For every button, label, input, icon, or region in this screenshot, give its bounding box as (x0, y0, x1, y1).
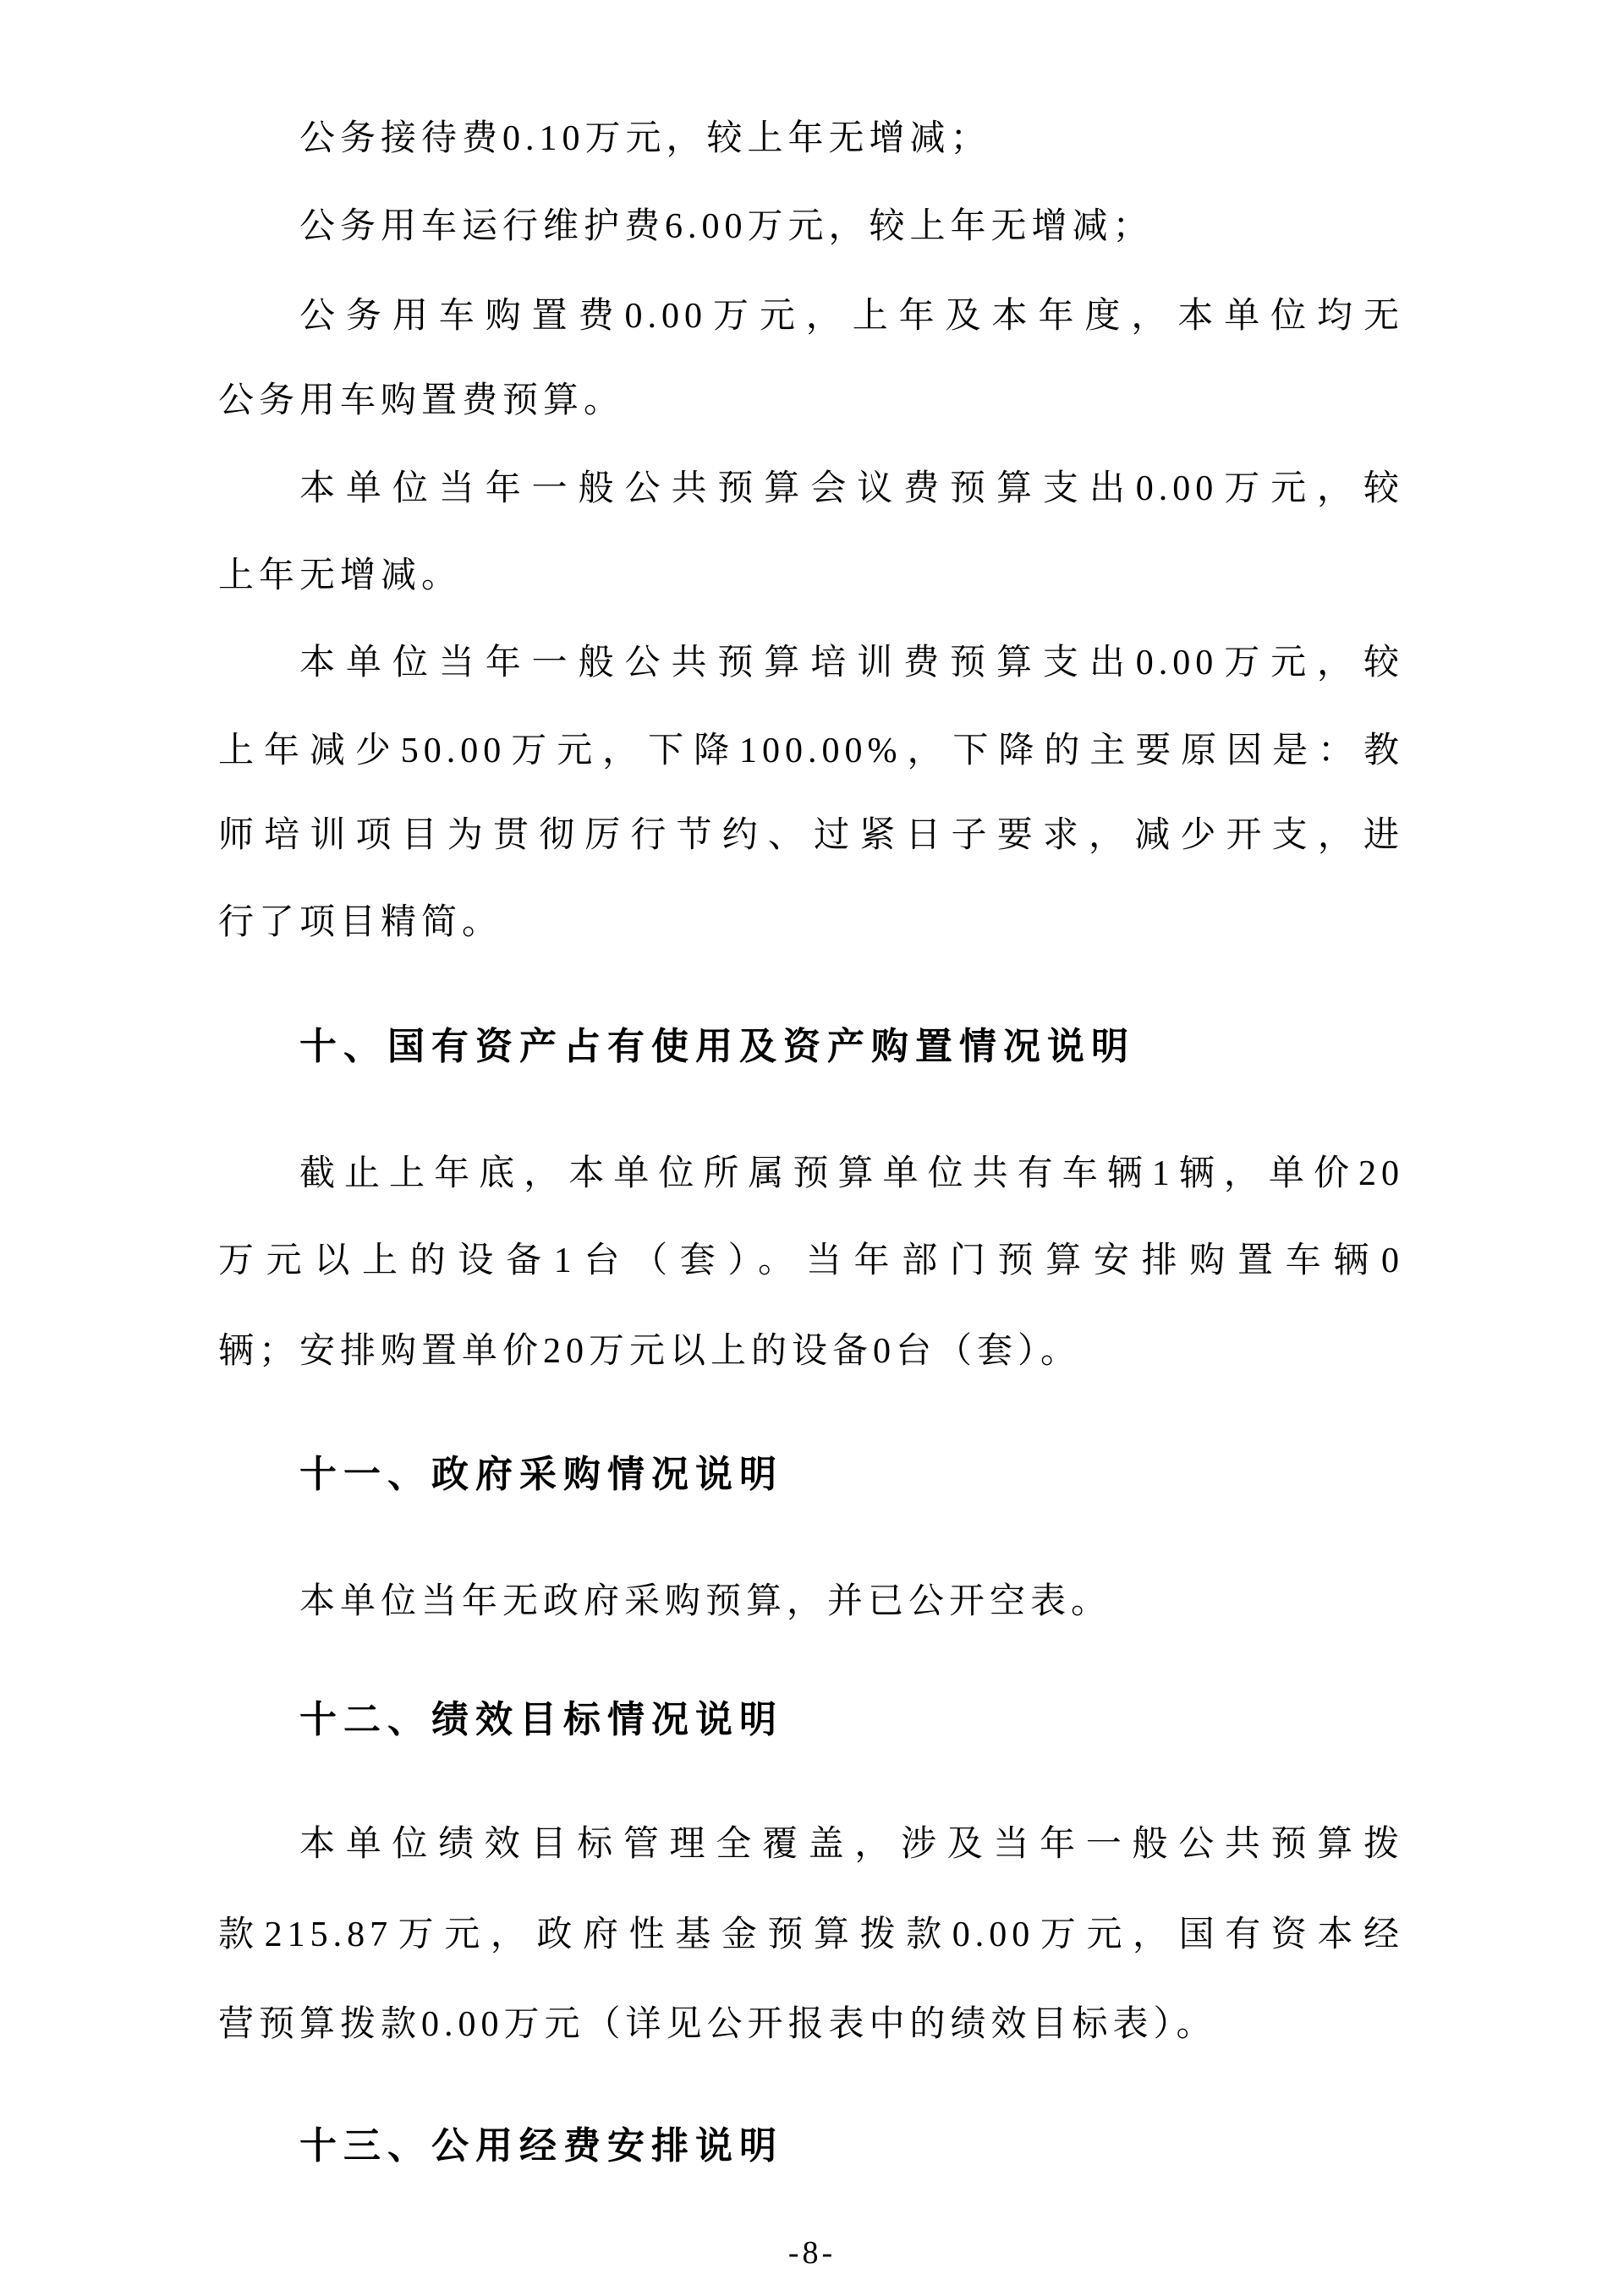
line-performance-target-1: 本单位绩效目标管理全覆盖，涉及当年一般公共预算拨 (299, 1825, 1404, 1864)
line-state-assets-1: 截止上年底，本单位所属预算单位共有车辆1辆，单价20 (299, 1154, 1404, 1193)
line-training-fee-2: 上年减少50.00万元，下降100.00%，下降的主要原因是：教 (218, 732, 1404, 770)
heading-section-ten: 十、国有资产占有使用及资产购置情况说明 (299, 1026, 1135, 1067)
line-training-fee-1: 本单位当年一般公共预算培训费预算支出0.00万元，较 (299, 644, 1404, 682)
line-vehicle-purchase-fee-1: 公务用车购置费0.00万元，上年及本年度，本单位均无 (299, 297, 1404, 336)
line-state-assets-2: 万元以上的设备1台（套）。当年部门预算安排购置车辆0 (218, 1241, 1404, 1280)
line-vehicle-purchase-fee-2: 公务用车购置费预算。 (218, 381, 625, 420)
line-performance-target-2: 款215.87万元，政府性基金预算拨款0.00万元，国有资本经 (218, 1915, 1404, 1954)
line-meeting-fee-1: 本单位当年一般公共预算会议费预算支出0.00万元，较 (299, 469, 1404, 508)
line-training-fee-4: 行了项目精简。 (218, 903, 503, 942)
line-performance-target-3: 营预算拨款0.00万元（详见公开报表中的绩效目标表）。 (218, 2005, 1217, 2044)
heading-section-twelve: 十二、绩效目标情况说明 (299, 1699, 783, 1740)
heading-section-eleven: 十一、政府采购情况说明 (299, 1454, 783, 1495)
heading-section-thirteen: 十三、公用经费安排说明 (299, 2125, 783, 2167)
line-meeting-fee-2: 上年无增减。 (218, 556, 463, 595)
line-government-procurement: 本单位当年无政府采购预算，并已公开空表。 (299, 1582, 1112, 1621)
page-number: -8- (787, 2235, 837, 2271)
line-official-reception-fee: 公务接待费0.10万元，较上年无增减； (299, 119, 991, 158)
line-training-fee-3: 师培训项目为贯彻厉行节约、过紧日子要求，减少开支，进 (218, 816, 1404, 855)
line-state-assets-3: 辆；安排购置单价20万元以上的设备0台（套）。 (218, 1332, 1082, 1371)
line-vehicle-operation-maintenance-fee: 公务用车运行维护费6.00万元，较上年无增减； (299, 207, 1154, 246)
